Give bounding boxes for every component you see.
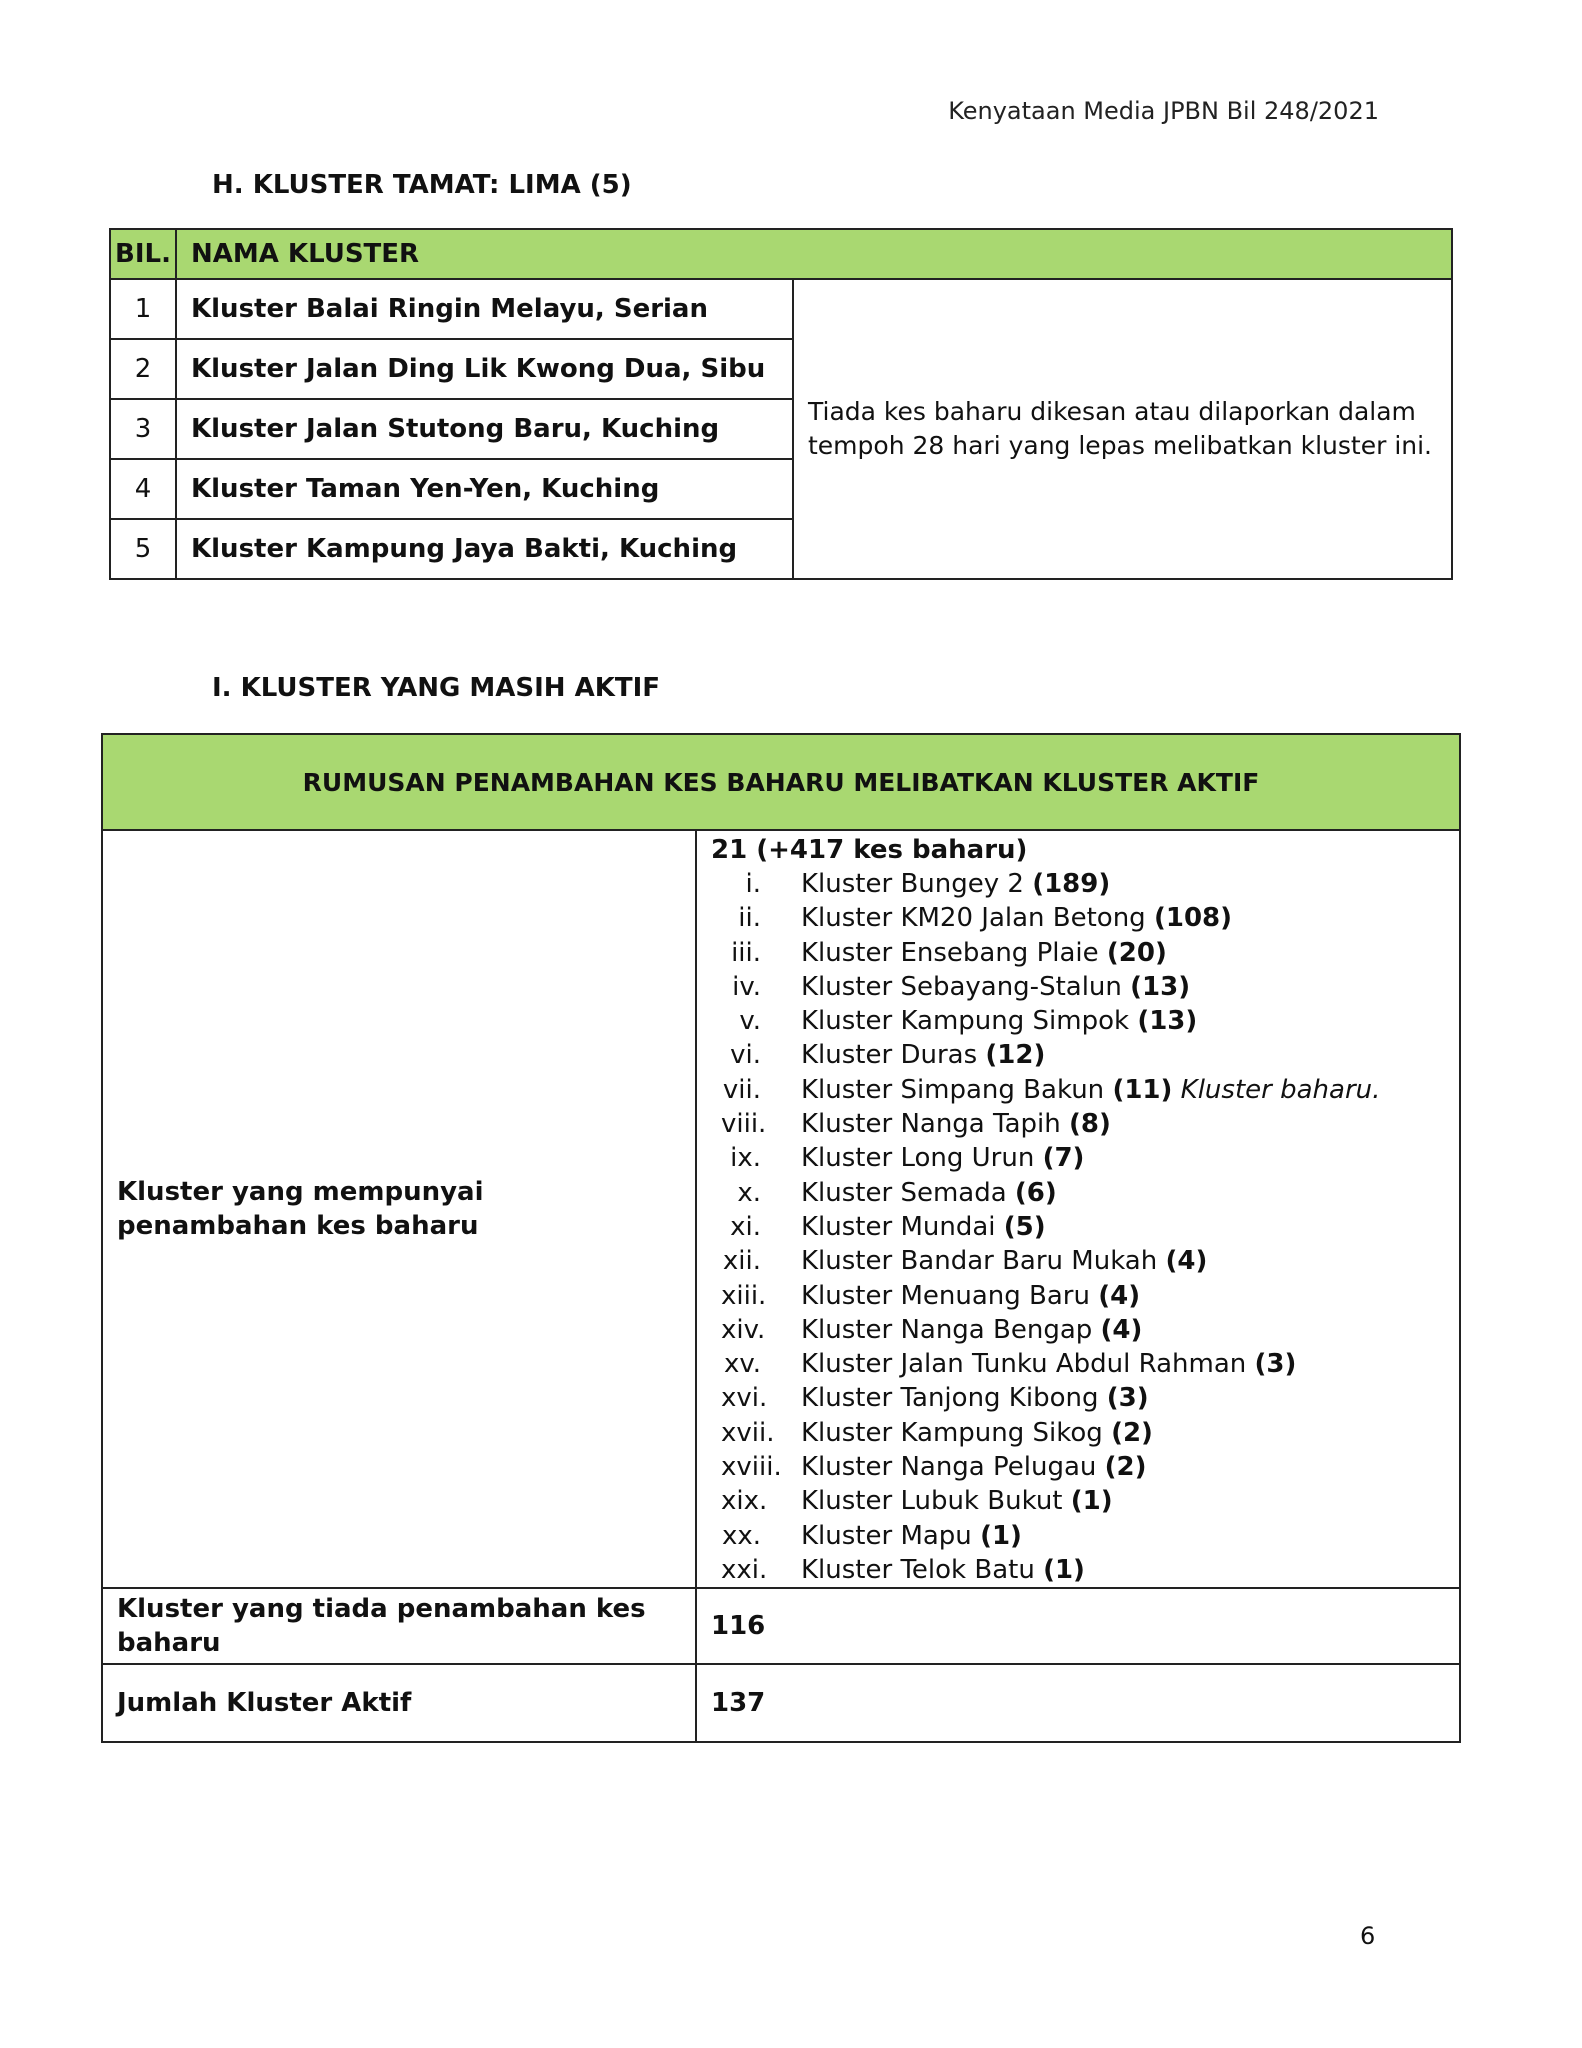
roman-numeral: vi. <box>730 1040 761 1071</box>
cluster-name: Kluster Bandar Baru Mukah <box>801 1246 1158 1277</box>
no-new-cases-label: Kluster yang tiada penambahan kes baharu <box>102 1588 696 1664</box>
roman-numeral: xi. <box>730 1211 761 1242</box>
cluster-name: Kluster Tanjong Kibong <box>801 1383 1099 1414</box>
case-count: (4) <box>1098 1280 1141 1311</box>
column-header-name: NAMA KLUSTER <box>176 229 1452 279</box>
cluster-name: Kluster Lubuk Bukut <box>801 1486 1063 1517</box>
list-item <box>711 1347 1445 1381</box>
list-item <box>711 1416 1445 1450</box>
case-count: (108) <box>1153 903 1233 934</box>
row-number: 3 <box>110 399 176 459</box>
list-item <box>711 1519 1445 1553</box>
case-count: (6) <box>1014 1177 1057 1208</box>
list-item <box>711 1450 1445 1484</box>
list-item <box>711 1244 1445 1278</box>
roman-numeral: iv. <box>732 971 761 1002</box>
cluster-name: Kluster Menuang Baru <box>801 1280 1090 1311</box>
roman-numeral: v. <box>739 1006 761 1037</box>
row-number: 1 <box>110 279 176 339</box>
roman-numeral: xvii. <box>721 1417 775 1448</box>
case-count: (2) <box>1111 1417 1153 1448</box>
cluster-name: Kluster Duras <box>801 1040 978 1071</box>
table-row <box>102 830 1460 1588</box>
cluster-name: Kluster Simpang Bakun <box>801 1074 1105 1105</box>
summary-header: RUMUSAN PENAMBAHAN KES BAHARU MELIBATKAN KLUSTER AKTIF <box>102 734 1460 830</box>
table-row <box>102 1664 1460 1742</box>
roman-numeral: xxi. <box>721 1554 768 1585</box>
roman-numeral: xv. <box>723 1349 761 1380</box>
list-item <box>711 1313 1445 1347</box>
cluster-name: Kluster KM20 Jalan Betong <box>801 903 1146 934</box>
section-h-title: H. KLUSTER TAMAT: LIMA (5) <box>212 170 632 200</box>
cluster-name: Kluster Bungey 2 <box>801 869 1024 899</box>
cluster-entry <box>801 1416 1153 1450</box>
case-count: (1) <box>1070 1486 1113 1517</box>
cluster-entry <box>801 1484 1113 1518</box>
document-reference: Kenyataan Media JPBN Bil 248/2021 <box>948 97 1379 125</box>
table-header-row <box>102 734 1460 830</box>
cluster-name: Kluster Long Urun <box>801 1143 1035 1174</box>
case-count: (11) <box>1112 1074 1173 1105</box>
list-item <box>711 1279 1445 1313</box>
case-count: (3) <box>1106 1383 1149 1414</box>
roman-numeral: iii. <box>731 937 761 968</box>
case-count: (20) <box>1106 937 1167 968</box>
case-count: (1) <box>1043 1554 1085 1585</box>
cluster-name: Kluster Sebayang-Stalun <box>801 971 1122 1002</box>
case-count: (189) <box>1032 869 1111 899</box>
list-item <box>711 867 1445 901</box>
ended-note: Tiada kes baharu dikesan atau dilaporkan dalam tempoh 28 hari yang lepas melibatkan kluster ini. <box>793 279 1452 579</box>
case-count: (4) <box>1100 1314 1143 1345</box>
roman-numeral: xviii. <box>721 1452 782 1483</box>
list-item <box>711 936 1445 970</box>
roman-numeral: xix. <box>721 1486 768 1517</box>
list-item <box>711 1141 1445 1175</box>
list-item <box>711 1553 1445 1587</box>
new-cases-cell <box>696 830 1460 1588</box>
cluster-entry <box>801 1313 1142 1347</box>
list-item <box>711 1073 1445 1107</box>
table-header-row <box>110 229 1452 279</box>
new-cases-summary: 21 (+417 kes baharu) <box>711 835 1028 865</box>
roman-numeral: xx. <box>721 1520 761 1551</box>
cluster-name: Kluster Jalan Ding Lik Kwong Dua, Sibu <box>176 339 793 399</box>
list-item <box>711 1004 1445 1038</box>
row-number: 2 <box>110 339 176 399</box>
case-count: (4) <box>1165 1246 1208 1277</box>
cluster-entry <box>801 1519 1022 1553</box>
table-row <box>102 1588 1460 1664</box>
case-count: (8) <box>1069 1109 1111 1140</box>
cluster-entry <box>801 1141 1084 1175</box>
list-item <box>711 901 1445 935</box>
case-count: (2) <box>1104 1452 1147 1483</box>
page-number: 6 <box>1360 1922 1376 1950</box>
cluster-name: Kluster Telok Batu <box>801 1554 1035 1585</box>
no-new-cases-value: 116 <box>696 1588 1460 1664</box>
roman-numeral: vii. <box>722 1074 761 1105</box>
cluster-name: Kluster Balai Ringin Melayu, Serian <box>176 279 793 339</box>
row-number: 5 <box>110 519 176 579</box>
cluster-entry <box>801 1073 1380 1107</box>
case-count: (1) <box>980 1520 1022 1551</box>
case-count: (5) <box>1003 1211 1046 1242</box>
cluster-name: Kluster Semada <box>801 1177 1007 1208</box>
new-cases-label: Kluster yang mempunyai penambahan kes baharu <box>102 830 696 1588</box>
cluster-entry <box>801 901 1232 935</box>
cluster-name: Kluster Nanga Bengap <box>801 1314 1093 1345</box>
cluster-entry <box>801 867 1110 901</box>
table-row <box>110 279 1452 339</box>
cluster-entry <box>801 1347 1296 1381</box>
case-count: (13) <box>1137 1006 1198 1037</box>
cluster-name: Kluster Kampung Sikog <box>801 1417 1103 1448</box>
case-count: (7) <box>1042 1143 1085 1174</box>
active-clusters-table <box>101 733 1461 1743</box>
list-item <box>711 1381 1445 1415</box>
list-item <box>711 970 1445 1004</box>
cluster-list <box>711 867 1445 1587</box>
cluster-entry <box>801 936 1167 970</box>
list-item <box>711 1210 1445 1244</box>
cluster-name: Kluster Nanga Pelugau <box>801 1452 1097 1483</box>
ended-clusters-table <box>109 228 1453 580</box>
cluster-entry <box>801 1210 1046 1244</box>
cluster-name: Kluster Taman Yen-Yen, Kuching <box>176 459 793 519</box>
roman-numeral: xvi. <box>721 1383 768 1414</box>
section-i-title: I. KLUSTER YANG MASIH AKTIF <box>212 673 661 703</box>
total-active-label: Jumlah Kluster Aktif <box>102 1664 696 1742</box>
case-count: (3) <box>1254 1349 1297 1380</box>
roman-numeral: ii. <box>738 903 761 934</box>
cluster-name: Kluster Nanga Tapih <box>801 1109 1061 1140</box>
cluster-entry <box>801 1038 1045 1072</box>
cluster-note: Kluster baharu. <box>1180 1074 1381 1105</box>
cluster-entry <box>801 1107 1111 1141</box>
roman-numeral: ix. <box>730 1143 761 1174</box>
case-count: (12) <box>985 1040 1046 1071</box>
list-item <box>711 1107 1445 1141</box>
cluster-name: Kluster Mundai <box>801 1211 996 1242</box>
roman-numeral: xiv. <box>721 1314 766 1345</box>
list-item <box>711 1176 1445 1210</box>
cluster-name: Kluster Mapu <box>801 1520 972 1551</box>
total-active-value: 137 <box>696 1664 1460 1742</box>
roman-numeral: viii. <box>721 1109 767 1140</box>
row-number: 4 <box>110 459 176 519</box>
roman-numeral: xii. <box>722 1246 761 1277</box>
cluster-name: Kluster Kampung Simpok <box>801 1006 1130 1037</box>
cluster-entry <box>801 1381 1149 1415</box>
cluster-name: Kluster Ensebang Plaie <box>801 937 1099 968</box>
case-count: (13) <box>1130 971 1191 1002</box>
roman-numeral: x. <box>737 1177 761 1208</box>
list-item <box>711 1484 1445 1518</box>
cluster-name: Kluster Kampung Jaya Bakti, Kuching <box>176 519 793 579</box>
cluster-name: Kluster Jalan Stutong Baru, Kuching <box>176 399 793 459</box>
cluster-name: Kluster Jalan Tunku Abdul Rahman <box>801 1349 1247 1380</box>
roman-numeral: xiii. <box>721 1280 767 1311</box>
cluster-entry <box>801 970 1190 1004</box>
cluster-entry <box>801 1176 1057 1210</box>
cluster-entry <box>801 1279 1140 1313</box>
cluster-entry <box>801 1450 1147 1484</box>
cluster-entry <box>801 1004 1197 1038</box>
list-item <box>711 1038 1445 1072</box>
cluster-entry <box>801 1244 1207 1278</box>
cluster-entry <box>801 1553 1085 1587</box>
column-header-bil: BIL. <box>110 229 176 279</box>
roman-numeral: i. <box>745 869 761 899</box>
